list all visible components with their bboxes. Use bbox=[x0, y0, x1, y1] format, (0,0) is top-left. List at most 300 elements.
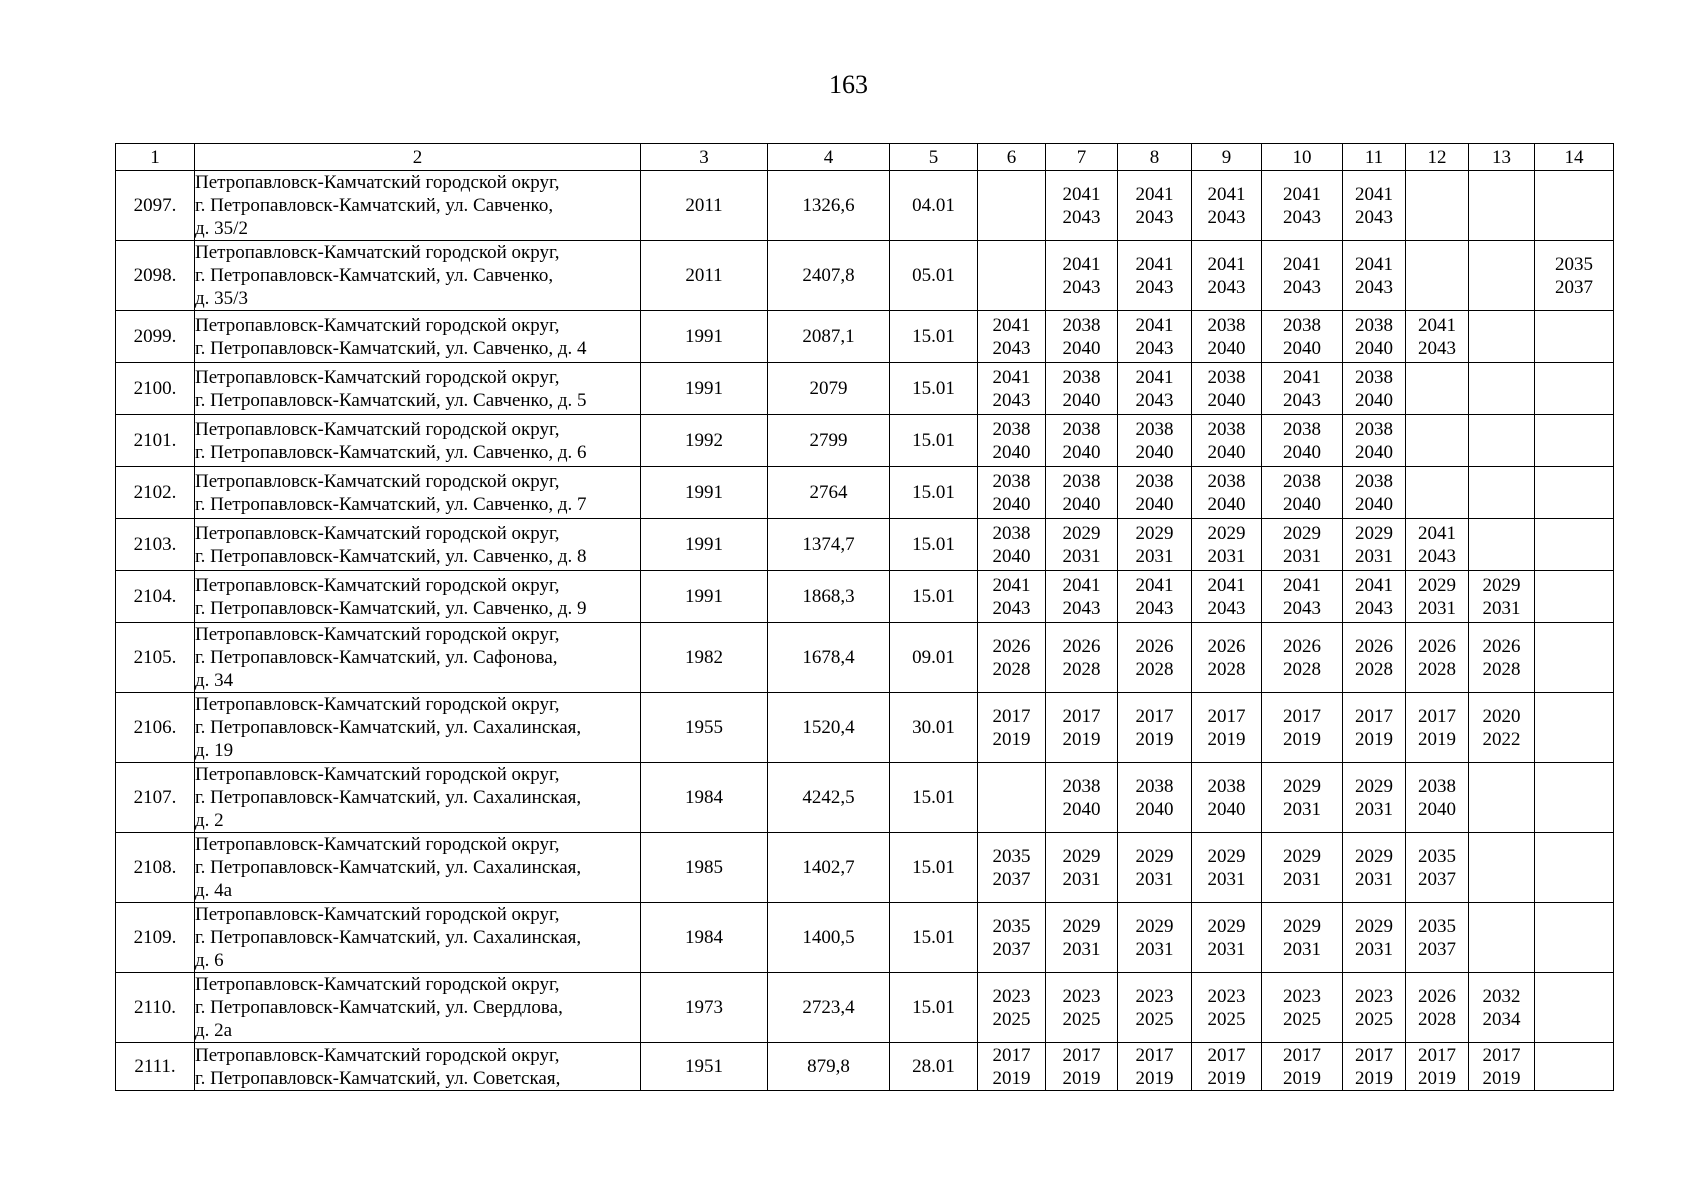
construction-year-cell: 1991 bbox=[641, 467, 768, 519]
period-year: 2041 bbox=[1283, 183, 1321, 205]
code-cell: 15.01 bbox=[890, 833, 978, 903]
code-cell: 15.01 bbox=[890, 973, 978, 1043]
address-line: г. Петропавловск-Камчатский, ул. Савченко, bbox=[195, 195, 554, 216]
period-cell bbox=[1406, 363, 1469, 415]
period-year: 2043 bbox=[992, 389, 1031, 411]
period-year: 2026 bbox=[1135, 635, 1174, 657]
period-year: 2026 bbox=[1482, 635, 1521, 657]
period-year: 2041 bbox=[1207, 574, 1246, 596]
table-row bbox=[116, 1043, 1614, 1091]
period-year: 2029 bbox=[1135, 915, 1174, 937]
period-cell bbox=[978, 623, 1046, 693]
table-row bbox=[116, 241, 1614, 311]
period-year: 2019 bbox=[1283, 1067, 1321, 1089]
address-line: Петропавловск-Камчатский городской округ, bbox=[195, 574, 560, 596]
period-cell bbox=[1406, 903, 1469, 973]
period-cell bbox=[978, 693, 1046, 763]
period-year: 2037 bbox=[992, 938, 1031, 960]
period-year: 2041 bbox=[1135, 366, 1174, 388]
construction-year-cell: 1955 bbox=[641, 693, 768, 763]
period-cell bbox=[1469, 467, 1535, 519]
period-year: 2028 bbox=[992, 658, 1031, 680]
period-year: 2043 bbox=[992, 337, 1031, 359]
period-year: 2017 bbox=[1355, 1044, 1393, 1066]
period-cell bbox=[1535, 571, 1614, 623]
period-cell bbox=[1118, 363, 1192, 415]
period-year: 2029 bbox=[1418, 574, 1456, 596]
period-cell bbox=[1046, 363, 1118, 415]
period-year: 2038 bbox=[1135, 470, 1174, 492]
period-cell bbox=[1046, 973, 1118, 1043]
address-line: Петропавловск-Камчатский городской округ, bbox=[195, 366, 560, 388]
period-cell bbox=[1535, 973, 1614, 1043]
code-cell: 09.01 bbox=[890, 623, 978, 693]
area-cell: 1868,3 bbox=[768, 571, 890, 623]
period-year: 2023 bbox=[1135, 985, 1174, 1007]
period-cell bbox=[1192, 311, 1262, 363]
period-cell bbox=[1046, 903, 1118, 973]
period-year: 2040 bbox=[1062, 337, 1101, 359]
period-cell bbox=[1192, 693, 1262, 763]
period-year: 2017 bbox=[992, 1044, 1031, 1066]
period-year: 2040 bbox=[992, 441, 1031, 463]
period-year: 2017 bbox=[1283, 1044, 1321, 1066]
period-cell bbox=[978, 973, 1046, 1043]
period-year: 2040 bbox=[1207, 337, 1246, 359]
period-cell bbox=[1192, 363, 1262, 415]
address-cell bbox=[195, 241, 641, 311]
period-year: 2023 bbox=[1207, 985, 1246, 1007]
period-cell bbox=[1469, 241, 1535, 311]
address-line: д. 2 bbox=[195, 810, 224, 831]
period-year: 2017 bbox=[1135, 1044, 1174, 1066]
period-year: 2038 bbox=[1283, 314, 1321, 336]
period-year: 2041 bbox=[1207, 253, 1246, 275]
construction-year-cell: 1984 bbox=[641, 903, 768, 973]
period-year: 2043 bbox=[1283, 597, 1321, 619]
period-year: 2038 bbox=[1207, 418, 1246, 440]
period-year: 2040 bbox=[1355, 493, 1393, 515]
period-year: 2031 bbox=[1062, 545, 1101, 567]
period-cell bbox=[1406, 693, 1469, 763]
row-number-cell: 2111. bbox=[116, 1043, 195, 1091]
period-cell bbox=[1469, 311, 1535, 363]
table-row bbox=[116, 693, 1614, 763]
period-cell bbox=[978, 415, 1046, 467]
column-header: 5 bbox=[890, 144, 978, 171]
column-header: 11 bbox=[1343, 144, 1406, 171]
period-cell bbox=[1406, 1043, 1469, 1091]
period-cell bbox=[1192, 571, 1262, 623]
period-year: 2019 bbox=[1418, 728, 1456, 750]
period-cell bbox=[1046, 763, 1118, 833]
period-year: 2019 bbox=[1355, 728, 1393, 750]
table-row bbox=[116, 623, 1614, 693]
address-line: Петропавловск-Камчатский городской округ, bbox=[195, 694, 560, 715]
period-cell bbox=[1118, 171, 1192, 241]
period-year: 2025 bbox=[1062, 1008, 1101, 1030]
period-cell bbox=[1118, 519, 1192, 571]
address-cell bbox=[195, 763, 641, 833]
address-line: г. Петропавловск-Камчатский, ул. Сахалинская, bbox=[195, 787, 582, 808]
period-cell bbox=[1046, 519, 1118, 571]
period-year: 2029 bbox=[1355, 845, 1393, 867]
period-cell bbox=[1535, 693, 1614, 763]
period-year: 2041 bbox=[1355, 183, 1393, 205]
period-year: 2038 bbox=[1355, 470, 1393, 492]
row-number-cell: 2104. bbox=[116, 571, 195, 623]
table-body bbox=[116, 171, 1614, 1091]
column-header: 2 bbox=[195, 144, 641, 171]
period-year: 2029 bbox=[1062, 522, 1101, 544]
period-cell bbox=[1343, 241, 1406, 311]
period-year: 2028 bbox=[1418, 1008, 1456, 1030]
period-year: 2043 bbox=[1207, 276, 1246, 298]
area-cell: 2407,8 bbox=[768, 241, 890, 311]
period-year: 2031 bbox=[1418, 597, 1456, 619]
period-year: 2041 bbox=[992, 314, 1031, 336]
period-year: 2031 bbox=[1283, 938, 1321, 960]
address-line: д. 35/3 bbox=[195, 288, 248, 309]
period-cell bbox=[1262, 693, 1343, 763]
period-cell bbox=[1262, 415, 1343, 467]
period-year: 2040 bbox=[1283, 337, 1321, 359]
code-cell: 15.01 bbox=[890, 363, 978, 415]
period-year: 2040 bbox=[1355, 441, 1393, 463]
construction-year-cell: 2011 bbox=[641, 241, 768, 311]
table-row bbox=[116, 903, 1614, 973]
period-cell bbox=[1343, 833, 1406, 903]
period-cell bbox=[978, 363, 1046, 415]
period-year: 2038 bbox=[1062, 314, 1101, 336]
area-cell: 1400,5 bbox=[768, 903, 890, 973]
period-year: 2026 bbox=[1418, 985, 1456, 1007]
period-cell bbox=[978, 763, 1046, 833]
address-line: г. Петропавловск-Камчатский, ул. Сахалинская, bbox=[195, 717, 582, 738]
period-year: 2019 bbox=[1062, 1067, 1101, 1089]
period-year: 2043 bbox=[1355, 597, 1393, 619]
address-line: г. Петропавловск-Камчатский, ул. Советская, bbox=[195, 1067, 561, 1089]
period-cell bbox=[1406, 519, 1469, 571]
period-cell bbox=[1406, 415, 1469, 467]
period-cell bbox=[1046, 311, 1118, 363]
period-cell bbox=[1406, 467, 1469, 519]
period-year: 2026 bbox=[1355, 635, 1393, 657]
table-row bbox=[116, 171, 1614, 241]
period-year: 2029 bbox=[1355, 915, 1393, 937]
period-cell bbox=[1046, 571, 1118, 623]
table-row bbox=[116, 973, 1614, 1043]
address-cell bbox=[195, 467, 641, 519]
construction-year-cell: 1985 bbox=[641, 833, 768, 903]
period-year: 2043 bbox=[1283, 276, 1321, 298]
period-year: 2028 bbox=[1283, 658, 1321, 680]
construction-year-cell: 1982 bbox=[641, 623, 768, 693]
period-year: 2043 bbox=[1135, 389, 1174, 411]
period-cell bbox=[1118, 693, 1192, 763]
address-line: г. Петропавловск-Камчатский, ул. Савченко, д. 4 bbox=[195, 337, 587, 359]
period-year: 2023 bbox=[992, 985, 1031, 1007]
period-year: 2040 bbox=[1283, 441, 1321, 463]
row-number-cell: 2103. bbox=[116, 519, 195, 571]
period-year: 2041 bbox=[1062, 253, 1101, 275]
period-year: 2029 bbox=[1135, 522, 1174, 544]
period-cell bbox=[1535, 363, 1614, 415]
address-line: Петропавловск-Камчатский городской округ, bbox=[195, 624, 560, 645]
period-year: 2041 bbox=[1135, 574, 1174, 596]
construction-year-cell: 1984 bbox=[641, 763, 768, 833]
period-year: 2034 bbox=[1482, 1008, 1521, 1030]
period-cell bbox=[1192, 519, 1262, 571]
period-year: 2038 bbox=[1355, 314, 1393, 336]
period-year: 2031 bbox=[1135, 868, 1174, 890]
area-cell: 4242,5 bbox=[768, 763, 890, 833]
construction-year-cell: 1992 bbox=[641, 415, 768, 467]
period-cell bbox=[1262, 241, 1343, 311]
period-cell bbox=[978, 171, 1046, 241]
period-year: 2041 bbox=[992, 366, 1031, 388]
row-number-cell: 2106. bbox=[116, 693, 195, 763]
period-year: 2019 bbox=[1207, 728, 1246, 750]
period-year: 2040 bbox=[1207, 798, 1246, 820]
period-year: 2029 bbox=[1062, 845, 1101, 867]
period-year: 2035 bbox=[992, 915, 1031, 937]
period-year: 2040 bbox=[1283, 493, 1321, 515]
period-year: 2038 bbox=[1062, 366, 1101, 388]
row-number-cell: 2110. bbox=[116, 973, 195, 1043]
period-cell bbox=[1262, 571, 1343, 623]
period-year: 2035 bbox=[1418, 845, 1456, 867]
period-cell bbox=[1262, 973, 1343, 1043]
period-year: 2041 bbox=[1135, 253, 1174, 275]
housing-repair-schedule-table bbox=[115, 143, 1614, 1091]
period-year: 2043 bbox=[1355, 206, 1393, 228]
period-year: 2040 bbox=[1062, 493, 1101, 515]
period-cell bbox=[1535, 833, 1614, 903]
address-line: Петропавловск-Камчатский городской округ, bbox=[195, 974, 560, 995]
period-year: 2041 bbox=[1355, 574, 1393, 596]
period-year: 2038 bbox=[1418, 775, 1456, 797]
period-year: 2026 bbox=[992, 635, 1031, 657]
address-cell bbox=[195, 903, 641, 973]
row-number-cell: 2097. bbox=[116, 171, 195, 241]
period-year: 2043 bbox=[1062, 597, 1101, 619]
address-line: Петропавловск-Камчатский городской округ, bbox=[195, 470, 560, 492]
column-header: 9 bbox=[1192, 144, 1262, 171]
period-cell bbox=[978, 467, 1046, 519]
period-cell bbox=[1262, 171, 1343, 241]
period-year: 2035 bbox=[992, 845, 1031, 867]
period-cell bbox=[1535, 467, 1614, 519]
period-year: 2038 bbox=[1207, 366, 1246, 388]
period-cell bbox=[1469, 763, 1535, 833]
address-line: г. Петропавловск-Камчатский, ул. Савченко, д. 8 bbox=[195, 545, 587, 567]
period-year: 2031 bbox=[1482, 597, 1521, 619]
column-header: 14 bbox=[1535, 144, 1614, 171]
address-line: Петропавловск-Камчатский городской округ, bbox=[195, 764, 560, 785]
construction-year-cell: 1951 bbox=[641, 1043, 768, 1091]
address-line: д. 2а bbox=[195, 1020, 233, 1041]
period-cell bbox=[1118, 903, 1192, 973]
period-year: 2028 bbox=[1062, 658, 1101, 680]
period-cell bbox=[1535, 171, 1614, 241]
table-row bbox=[116, 519, 1614, 571]
code-cell: 15.01 bbox=[890, 903, 978, 973]
row-number-cell: 2109. bbox=[116, 903, 195, 973]
period-cell bbox=[1343, 693, 1406, 763]
period-year: 2026 bbox=[1062, 635, 1101, 657]
construction-year-cell: 1991 bbox=[641, 363, 768, 415]
area-cell: 1374,7 bbox=[768, 519, 890, 571]
period-year: 2017 bbox=[1207, 1044, 1246, 1066]
period-cell bbox=[1535, 311, 1614, 363]
period-cell bbox=[1406, 833, 1469, 903]
period-cell bbox=[1343, 1043, 1406, 1091]
address-cell bbox=[195, 171, 641, 241]
period-year: 2043 bbox=[992, 597, 1031, 619]
period-cell bbox=[1192, 171, 1262, 241]
address-line: д. 35/2 bbox=[195, 218, 248, 239]
period-year: 2043 bbox=[1135, 597, 1174, 619]
area-cell: 2799 bbox=[768, 415, 890, 467]
period-year: 2031 bbox=[1355, 938, 1393, 960]
row-number-cell: 2101. bbox=[116, 415, 195, 467]
period-cell bbox=[1469, 973, 1535, 1043]
period-year: 2019 bbox=[992, 1067, 1031, 1089]
address-line: г. Петропавловск-Камчатский, ул. Савченко, bbox=[195, 265, 554, 286]
code-cell: 05.01 bbox=[890, 241, 978, 311]
period-year: 2028 bbox=[1418, 658, 1456, 680]
period-year: 2043 bbox=[1135, 276, 1174, 298]
address-cell bbox=[195, 311, 641, 363]
address-line: г. Петропавловск-Камчатский, ул. Савченко, д. 6 bbox=[195, 441, 587, 463]
period-cell bbox=[1343, 763, 1406, 833]
period-year: 2040 bbox=[1135, 493, 1174, 515]
period-year: 2032 bbox=[1482, 985, 1521, 1007]
period-year: 2031 bbox=[1283, 798, 1321, 820]
period-year: 2043 bbox=[1418, 337, 1456, 359]
period-year: 2040 bbox=[1062, 441, 1101, 463]
address-line: д. 34 bbox=[195, 670, 234, 691]
period-year: 2017 bbox=[1062, 705, 1101, 727]
period-cell bbox=[1192, 903, 1262, 973]
period-year: 2041 bbox=[1207, 183, 1246, 205]
period-year: 2029 bbox=[1207, 522, 1246, 544]
period-year: 2031 bbox=[1355, 545, 1393, 567]
period-year: 2040 bbox=[1062, 798, 1101, 820]
period-cell bbox=[1535, 519, 1614, 571]
code-cell: 28.01 bbox=[890, 1043, 978, 1091]
period-year: 2031 bbox=[1135, 545, 1174, 567]
row-number-cell: 2107. bbox=[116, 763, 195, 833]
period-cell bbox=[1118, 415, 1192, 467]
period-year: 2031 bbox=[1207, 545, 1246, 567]
table-row bbox=[116, 311, 1614, 363]
column-header: 10 bbox=[1262, 144, 1343, 171]
period-year: 2025 bbox=[1355, 1008, 1393, 1030]
area-cell: 2764 bbox=[768, 467, 890, 519]
area-cell: 1678,4 bbox=[768, 623, 890, 693]
period-year: 2037 bbox=[1555, 276, 1593, 298]
period-year: 2029 bbox=[1135, 845, 1174, 867]
column-header: 4 bbox=[768, 144, 890, 171]
table-row bbox=[116, 833, 1614, 903]
period-cell bbox=[1046, 241, 1118, 311]
period-year: 2041 bbox=[992, 574, 1031, 596]
row-number-cell: 2105. bbox=[116, 623, 195, 693]
period-cell bbox=[1046, 415, 1118, 467]
period-year: 2038 bbox=[1207, 314, 1246, 336]
period-cell bbox=[1192, 415, 1262, 467]
period-year: 2040 bbox=[1207, 389, 1246, 411]
period-cell bbox=[1535, 623, 1614, 693]
period-year: 2019 bbox=[1418, 1067, 1456, 1089]
period-cell bbox=[1535, 903, 1614, 973]
address-cell bbox=[195, 1043, 641, 1091]
construction-year-cell: 2011 bbox=[641, 171, 768, 241]
period-cell bbox=[1343, 467, 1406, 519]
period-year: 2037 bbox=[992, 868, 1031, 890]
address-line: д. 4а bbox=[195, 880, 233, 901]
period-cell bbox=[1046, 467, 1118, 519]
period-year: 2038 bbox=[992, 470, 1031, 492]
period-cell bbox=[1118, 623, 1192, 693]
address-cell bbox=[195, 623, 641, 693]
period-year: 2038 bbox=[992, 418, 1031, 440]
period-cell bbox=[1343, 171, 1406, 241]
row-number-cell: 2102. bbox=[116, 467, 195, 519]
period-year: 2029 bbox=[1062, 915, 1101, 937]
period-year: 2038 bbox=[992, 522, 1031, 544]
period-year: 2041 bbox=[1062, 574, 1101, 596]
period-cell bbox=[1192, 1043, 1262, 1091]
period-cell bbox=[1469, 903, 1535, 973]
period-year: 2025 bbox=[1135, 1008, 1174, 1030]
period-cell bbox=[1469, 623, 1535, 693]
period-year: 2038 bbox=[1207, 470, 1246, 492]
area-cell: 2079 bbox=[768, 363, 890, 415]
header-row bbox=[116, 144, 1614, 171]
period-year: 2017 bbox=[1418, 705, 1456, 727]
period-year: 2043 bbox=[1207, 597, 1246, 619]
period-cell bbox=[1192, 467, 1262, 519]
address-line: Петропавловск-Камчатский городской округ, bbox=[195, 418, 560, 440]
period-year: 2031 bbox=[1355, 798, 1393, 820]
period-year: 2031 bbox=[1355, 868, 1393, 890]
period-year: 2041 bbox=[1283, 253, 1321, 275]
period-year: 2040 bbox=[992, 493, 1031, 515]
period-year: 2043 bbox=[1283, 206, 1321, 228]
period-cell bbox=[1262, 311, 1343, 363]
column-header: 8 bbox=[1118, 144, 1192, 171]
period-year: 2031 bbox=[1062, 868, 1101, 890]
period-year: 2028 bbox=[1482, 658, 1521, 680]
period-year: 2035 bbox=[1555, 253, 1593, 275]
period-year: 2040 bbox=[1418, 798, 1456, 820]
period-cell bbox=[1469, 693, 1535, 763]
period-cell bbox=[1469, 1043, 1535, 1091]
address-line: г. Петропавловск-Камчатский, ул. Свердлова, bbox=[195, 997, 563, 1018]
period-cell bbox=[1406, 241, 1469, 311]
period-cell bbox=[1046, 623, 1118, 693]
period-year: 2043 bbox=[1418, 545, 1456, 567]
period-year: 2038 bbox=[1062, 418, 1101, 440]
period-year: 2040 bbox=[1135, 798, 1174, 820]
period-cell bbox=[978, 311, 1046, 363]
period-year: 2043 bbox=[1062, 206, 1101, 228]
period-cell bbox=[1343, 973, 1406, 1043]
period-cell bbox=[1046, 171, 1118, 241]
